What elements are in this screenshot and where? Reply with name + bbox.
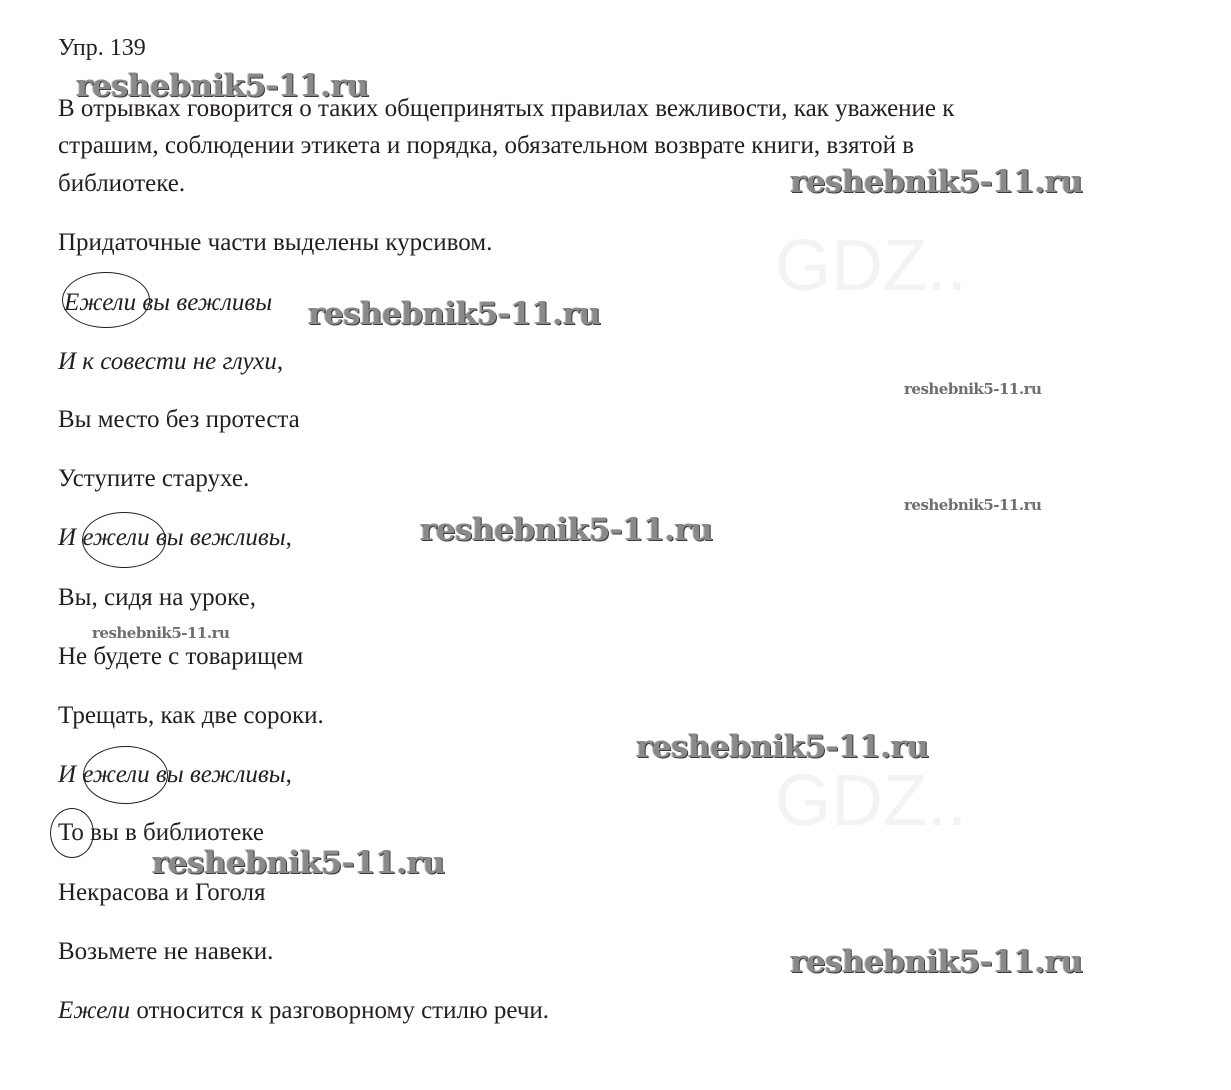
- watermark: reshebnik5-11.ru: [308, 296, 601, 332]
- poem-line-8: Трещать, как две сороки.: [58, 702, 324, 729]
- watermark: reshebnik5-11.ru: [790, 164, 1083, 200]
- poem-line-text: вы вежливы: [149, 761, 286, 788]
- conclusion-text: относится к разговорному стилю речи.: [130, 997, 550, 1024]
- poem-line-9: [58, 760, 292, 790]
- circled-word: Ежели: [64, 289, 137, 316]
- watermark: reshebnik5-11.ru: [636, 729, 929, 765]
- punctuation: ,: [285, 524, 292, 551]
- watermark: reshebnik5-11.ru: [904, 496, 1042, 514]
- circled-word: ежели: [82, 761, 150, 788]
- punctuation: ,: [285, 761, 292, 788]
- circled-word: То: [58, 819, 84, 846]
- watermark: reshebnik5-11.ru: [904, 380, 1042, 398]
- punctuation: ,: [276, 348, 284, 375]
- ghost-watermark: GDZ..: [775, 761, 967, 841]
- poem-line-text: И: [58, 761, 83, 788]
- ghost-watermark: GDZ..: [775, 226, 967, 306]
- paragraph-line-1: В отрывках говорится о таких общепринятых правилах вежливости, как уважение к: [58, 95, 955, 122]
- poem-line-text: вы в библиотеке: [83, 819, 264, 846]
- poem-line-6: Вы, сидя на уроке,: [58, 584, 257, 611]
- circled-word: ежели: [82, 524, 150, 551]
- poem-line-text: И к совести не глухи: [58, 348, 277, 375]
- poem-line-10: [58, 818, 264, 848]
- poem-line-5: [58, 523, 292, 553]
- poem-line-2: [58, 347, 283, 377]
- conclusion-italic: Ежели: [58, 997, 131, 1024]
- note: Придаточные части выделены курсивом.: [58, 229, 493, 256]
- poem-line-text: И: [58, 524, 83, 551]
- poem-line-text: вы вежливы: [136, 289, 273, 316]
- paragraph-line-2: страшим, соблюдении этикета и порядка, обязательном возврате книги, взятой в: [58, 132, 915, 159]
- poem-line-3: Вы место без протеста: [58, 406, 300, 433]
- watermark: reshebnik5-11.ru: [420, 512, 713, 548]
- poem-line-text: вы вежливы: [149, 524, 286, 551]
- poem-line-7: Не будете с товарищем: [58, 643, 304, 670]
- conclusion: [58, 996, 549, 1026]
- paragraph-line-3: библиотеке.: [58, 170, 186, 197]
- watermark: reshebnik5-11.ru: [790, 944, 1083, 980]
- poem-line-11: Некрасова и Гоголя: [58, 879, 266, 906]
- watermark: reshebnik5-11.ru: [76, 68, 369, 104]
- exercise-title: Упр. 139: [58, 35, 146, 61]
- watermark: reshebnik5-11.ru: [92, 624, 230, 642]
- watermark: reshebnik5-11.ru: [152, 845, 445, 881]
- poem-line-1: [64, 288, 272, 318]
- poem-line-12: Возьмете не навеки.: [58, 938, 274, 965]
- poem-line-4: Уступите старухе.: [58, 465, 250, 492]
